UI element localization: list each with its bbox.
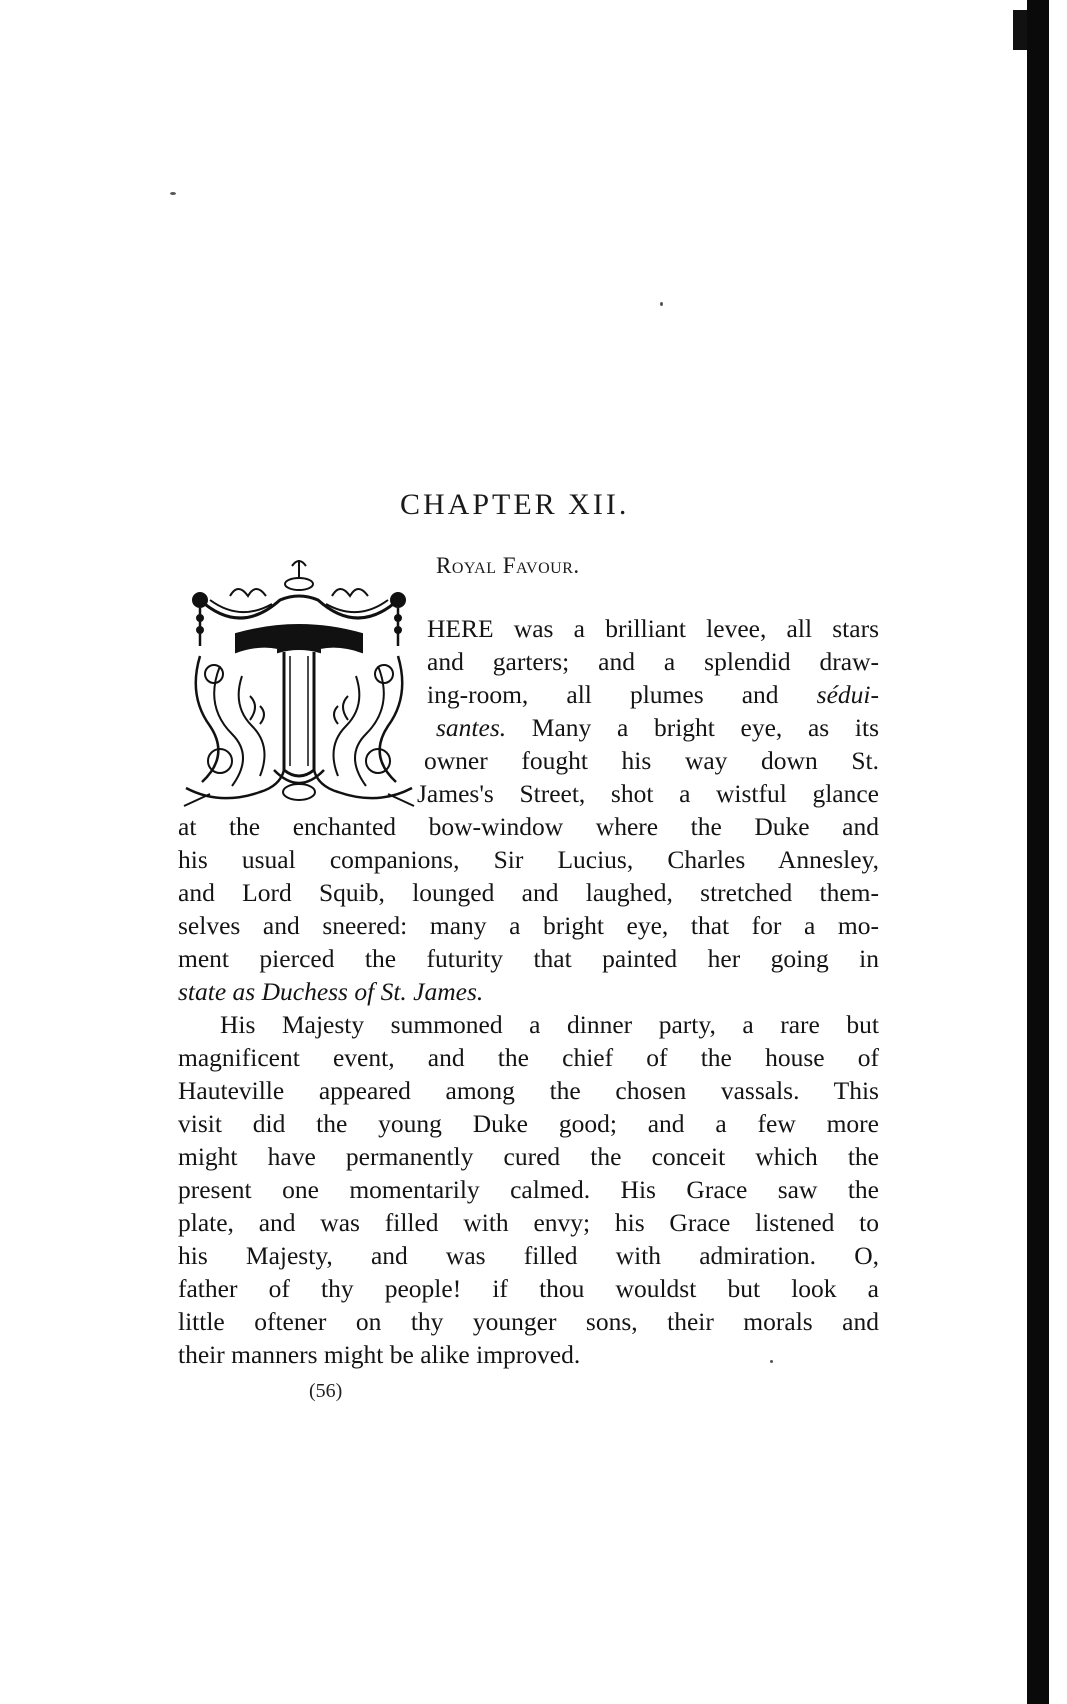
italic-text: state as Duchess of St. James. xyxy=(178,977,484,1006)
text-line: James's Street, shot a wistful glance xyxy=(417,779,879,808)
text-line: plate, and was filled with envy; his Grace listened to xyxy=(178,1208,879,1237)
text-line: father of thy people! if thou wouldst but look a xyxy=(178,1274,879,1303)
spine-notch xyxy=(1013,10,1027,50)
text-line: visit did the young Duke good; and a few more xyxy=(178,1109,879,1138)
text-line: and garters; and a splendid draw- xyxy=(427,647,879,676)
paper-speck xyxy=(660,302,663,306)
text-line: magnificent event, and the chief of the house of xyxy=(178,1043,879,1072)
text-line: their manners might be alike improved. xyxy=(178,1340,581,1369)
text-line: present one momentarily calmed. His Grace saw the xyxy=(178,1175,879,1204)
text-line: ment pierced the futurity that painted her going in xyxy=(178,944,879,973)
paper-speck xyxy=(170,192,176,195)
text-line: at the enchanted bow-window where the Duke and xyxy=(178,812,879,841)
chapter-heading: CHAPTER XII. xyxy=(400,488,630,521)
chapter-subtitle: Royal Favour. xyxy=(436,553,580,578)
book-spine-shadow xyxy=(1027,0,1049,1704)
text-line: selves and sneered: many a bright eye, that for a mo- xyxy=(178,911,879,940)
text-line: santes. Many a bright eye, as its xyxy=(436,713,879,742)
page-number: (56) xyxy=(309,1380,343,1402)
text-line: might have permanently cured the conceit which the xyxy=(178,1142,879,1171)
text-line: ing-room, all plumes and sédui- xyxy=(427,680,879,709)
text-line xyxy=(178,975,879,1008)
text-line: His Majesty summoned a dinner party, a rare but xyxy=(220,1010,879,1039)
text-line: and Lord Squib, lounged and laughed, stretched them- xyxy=(178,878,879,907)
text-line: little oftener on thy younger sons, their morals and xyxy=(178,1307,879,1336)
text-line: his Majesty, and was filled with admiration. O, xyxy=(178,1241,879,1270)
italic-text: santes. xyxy=(436,713,507,742)
text-line: his usual companions, Sir Lucius, Charles Annesley, xyxy=(178,845,879,874)
text-line: owner fought his way down St. xyxy=(424,746,879,775)
text-line: Hauteville appeared among the chosen vassals. This xyxy=(178,1076,879,1105)
text-line: HERE was a brilliant levee, all stars xyxy=(427,614,879,643)
ornate-drop-cap-T-icon xyxy=(180,556,418,814)
paper-speck xyxy=(770,1360,773,1363)
italic-text: sédui- xyxy=(816,680,879,709)
